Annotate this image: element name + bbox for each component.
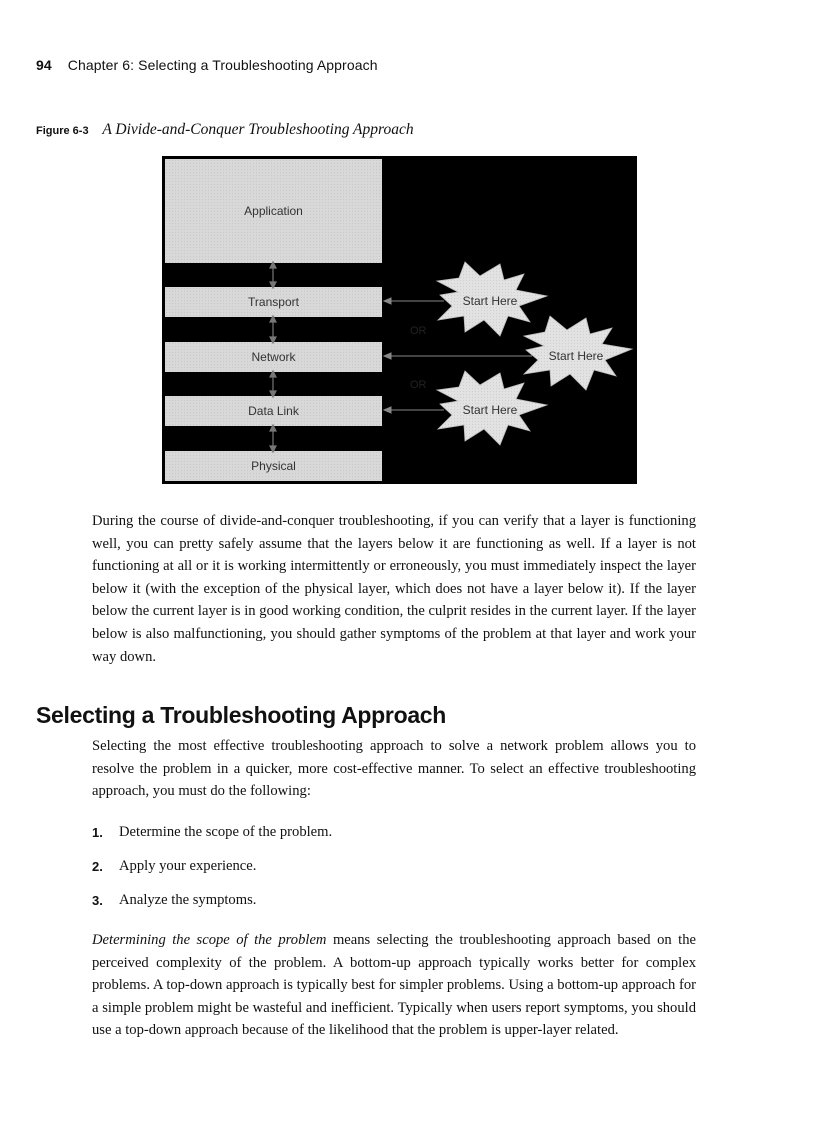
layer-physical: Physical — [165, 451, 382, 481]
list-number: 3. — [92, 893, 103, 908]
page-number: 94 — [36, 57, 52, 73]
layer-connector-arrows — [270, 262, 276, 452]
list-text: Determine the scope of the problem. — [119, 824, 333, 840]
layer-application: Application — [165, 159, 382, 263]
start-here-star-network — [524, 316, 632, 390]
list-text: Apply your experience. — [119, 858, 257, 874]
list-text: Analyze the symptoms. — [119, 892, 257, 908]
layer-transport: Transport — [165, 287, 382, 317]
list-number: 2. — [92, 859, 103, 874]
start-here-label: Start Here — [548, 349, 604, 363]
or-label-1: OR — [410, 325, 427, 337]
figure-caption — [36, 121, 414, 139]
divide-and-conquer-diagram — [162, 156, 637, 484]
list-item — [92, 858, 332, 892]
running-header — [36, 57, 378, 73]
paragraph-divide-conquer: During the course of divide-and-conquer troubleshooting, if you can verify that a layer is functioning well, you can pretty safely assume that the layers below it are functioning as well. If a layer is not functioning at all or it is working intermittently or erroneously, you must immediately inspect the layer below it (with the exception of the physical layer, which does not have a layer below it). If the layer below the current layer is in good working condition, the culprit resides in the current layer. If the layer below is also malfunctioning, you should gather symptoms of the problem at that layer and work your way down. — [92, 513, 696, 665]
figure-title: A Divide-and-Conquer Troubleshooting Approach — [102, 121, 414, 138]
start-here-label: Start Here — [462, 403, 518, 417]
steps-list — [92, 824, 332, 926]
start-here-star-data-link — [437, 371, 547, 445]
list-number: 1. — [92, 825, 103, 840]
italic-lead: Determining the scope of the problem — [92, 932, 327, 948]
paragraph-scope-rest: means selecting the troubleshooting approach based on the perceived complexity of the problem. A bottom-up approach typically works better for complex problems. A top-down approach is typically best for simpler problems. Using a bottom-up approach for a simple problem might be wasteful and inefficient. Typically when users report symptoms, you should use a top-down approach because of the likelihood that the problem is upper-layer related. — [92, 932, 696, 1039]
or-label-2: OR — [410, 379, 427, 391]
list-item — [92, 892, 332, 926]
start-here-label: Start Here — [462, 294, 518, 308]
figure-label: Figure 6-3 — [36, 125, 89, 137]
layer-network: Network — [165, 342, 382, 372]
paragraph-selecting: Selecting the most effective troubleshooting approach to solve a network problem allows you to resolve the problem in a quicker, more cost-effective manner. To select an effective troubleshooting approach, you must do the following: — [92, 738, 696, 800]
layer-data-link: Data Link — [165, 396, 382, 426]
start-here-star-transport — [437, 262, 547, 336]
list-item — [92, 824, 332, 858]
paragraph-scope — [92, 929, 696, 1042]
section-heading: Selecting a Troubleshooting Approach — [36, 702, 447, 728]
chapter-title: Chapter 6: Selecting a Troubleshooting Approach — [67, 57, 378, 73]
